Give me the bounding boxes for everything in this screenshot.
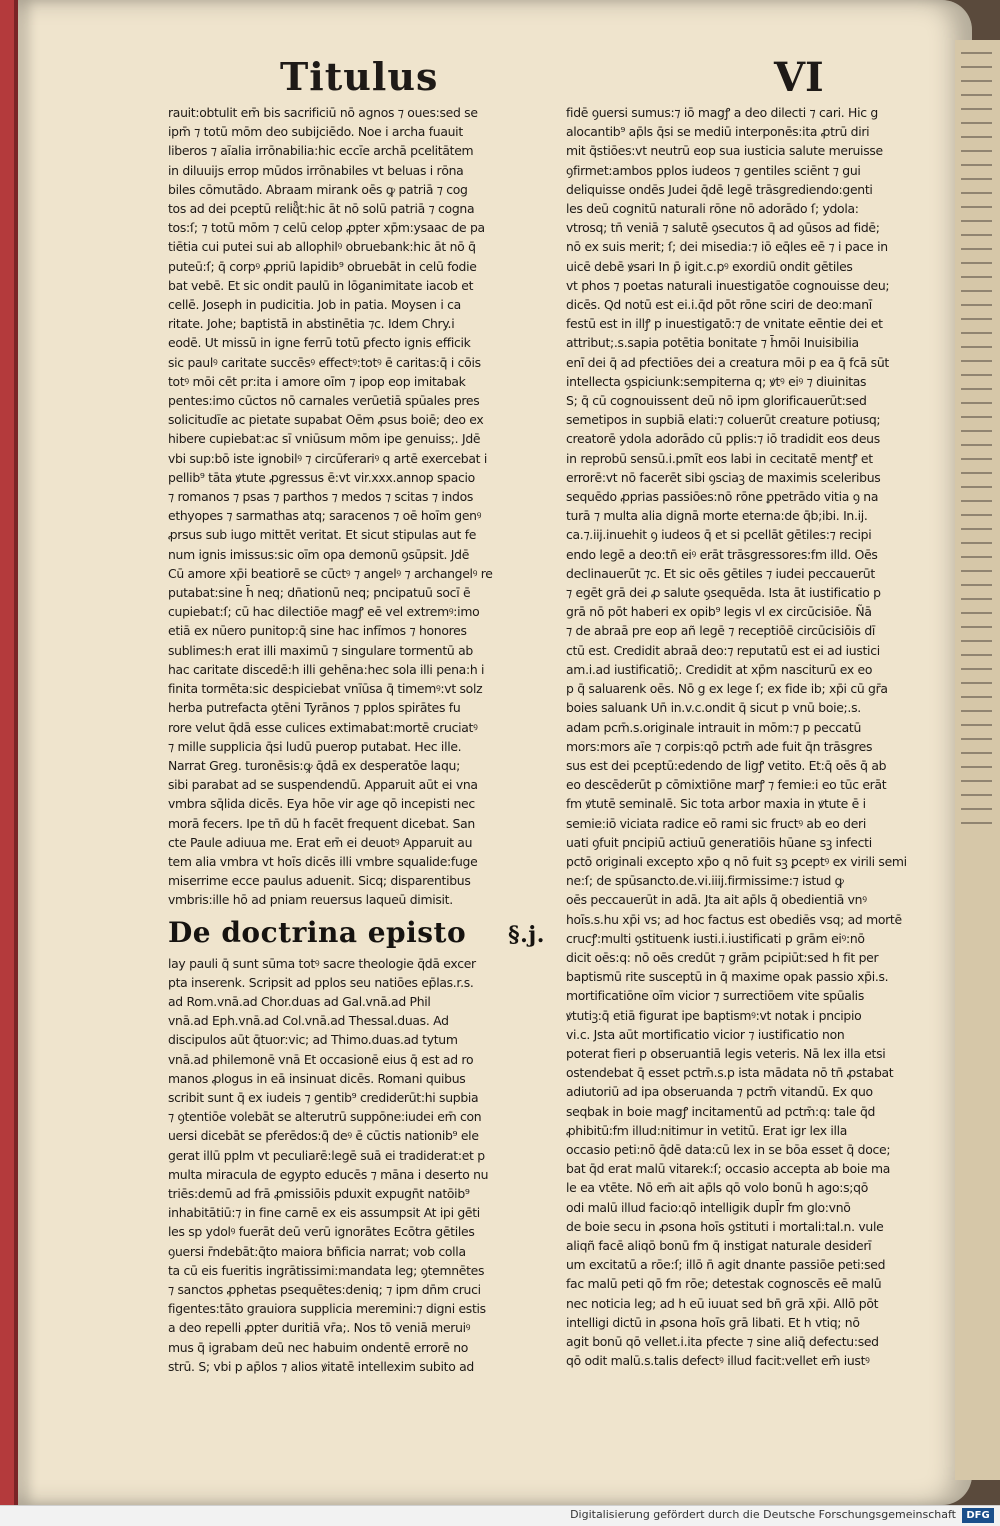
- text-line: deliquisse ondēs Judei q̄dē legē trāsgrediendo:genti: [566, 181, 873, 197]
- text-line: creatorē ydola adorādo cū pplis:⁊ iō tradidit eos deus: [566, 431, 880, 447]
- text-line: vt phos ⁊ poetas naturali inuestigatōe cognouisse deu;: [566, 277, 890, 293]
- text-line: fm ꝟtutē seminalē. Sic tota arbor maxia in ꝟtute ē i: [566, 796, 866, 812]
- text-line: ritate. Johe; baptistā in abstinētia ⁊c. Idem Chry.i: [168, 316, 455, 332]
- funding-notice: Digitalisierung gefördert durch die Deutsche Forschungsgemeinschaft: [570, 1508, 956, 1521]
- text-line: le ea vtēte. Nō em̄ ait ap̄ls qō volo bonū h ago:s;qō: [566, 1180, 869, 1196]
- text-line: cte Paule adiuua me. Erat em̄ ei deuotꝰ Apparuit au: [168, 834, 473, 850]
- text-line: morā fecers. Ipe tn̄ dū h facēt frequent dicebat. San: [168, 815, 475, 831]
- text-line: les deū cognitū naturali rōne nō adorādo ſ; ydola:: [566, 201, 859, 217]
- text-line: Narrat Greg. turonēsis:ꝙ q̄dā ex desperatōe laqu;: [168, 757, 460, 773]
- text-line: vbi sup:bō iste ignobilꝰ ⁊ circūferariꝰ q artē exercebat i: [168, 450, 487, 466]
- text-line: agit bonū qō vellet.i.ita pfecte ⁊ sine aliq̄ defectu:sed: [566, 1334, 879, 1349]
- text-line: ethyopes ⁊ sarmathas atq; saracenos ⁊ oē hoīm genꝰ: [168, 508, 482, 524]
- text-line: mit q̄stiōes:vt neutrū eop sua iusticia salute meruisse: [566, 143, 883, 159]
- text-line: mortificatiōne oīm vicior ⁊ surrectiōem vite spūalis: [566, 988, 864, 1004]
- section-heading: [168, 914, 553, 952]
- text-line: semie:iō viciata radice eō rami sic fructꝰ ab eo deri: [566, 815, 866, 831]
- page-header: [18, 40, 972, 100]
- book-page: [18, 0, 972, 1505]
- text-line: in reprobū sensū.i.pmīt eos labi in cecitatē mentꝭ et: [566, 450, 873, 466]
- text-line: multa miracula de egypto educēs ⁊ māna i deserto nu: [168, 1166, 489, 1182]
- text-line: de boie secu in ꝓsona hoīs ꝯstituti i mortali:tal.n. vule: [566, 1218, 884, 1234]
- text-line: les sp ydolꝰ fuerāt deū verū ignorātes Ecōtra gētiles: [168, 1224, 475, 1240]
- text-line: vmbra sq̄lida dicēs. Eya hōe vir age qō incepisti nec: [168, 796, 475, 812]
- text-line: a deo repelli ꝓpter duritiā vr̄a;. Nos tō veniā meruiꝰ: [168, 1320, 471, 1336]
- text-line: hac caritate discedē:h illi gehēna:hec sola illi pena:h i: [168, 661, 485, 677]
- text-line: nō ex suis merit; ſ; dei misedia:⁊ iō eq̄les eē ⁊ i pace in: [566, 239, 888, 255]
- text-line: mors:mors aīe ⁊ corpis:qō pctm̄ ade fuit q̄n trāsgres: [566, 738, 873, 754]
- text-line: ꝟtutiꝫ:q̄ etiā figurat ipe baptismꝰ:vt notak i pncipio: [566, 1007, 862, 1023]
- left-column-text-after: [168, 954, 553, 1376]
- text-line: pctō originali excepto xp̄o q nō fuit sꝫ ꝑceptꝰ ex virili semi: [566, 853, 907, 869]
- text-line: fidē ꝯuersi sumus:⁊ iō magꝭ a deo dilecti ⁊ cari. Hic g: [566, 105, 878, 120]
- text-line: ⁊ de abraā pre eop añ legē ⁊ receptiōē circūcisiōis dī: [566, 623, 876, 639]
- text-line: strū. S; vbi p ap̄los ⁊ alios ꝟitatē intellexim subito ad: [168, 1358, 474, 1374]
- text-line: miserrime ecce paulus aduenit. Sicq; disparentibus: [168, 873, 471, 889]
- text-line: tem alia vmbra vt hoīs dicēs illi vmbre squalide:fuge: [168, 853, 478, 869]
- text-line: sequēdo ꝓprias passiōes:nō rōne ꝑpetrādo vitia ꝯ na: [566, 489, 879, 505]
- text-line: inhabitātiū:⁊ in fine carnē ex eis assumpsit At ipi gēti: [168, 1205, 480, 1221]
- text-line: S; q̄ cū cognouissent deū nō ipm glorificauerūt:sed: [566, 393, 867, 409]
- text-line: gerat illū pplm vt peculiarē:legē suā ei tradiderat:et p: [168, 1147, 485, 1163]
- text-line: endo legē a deo:tn̄ eiꝰ erāt trāsgressores:fm illd. Oēs: [566, 546, 878, 562]
- text-line: pta inserenk. Scripsit ad pplos seu natiōes ep̄las.r.s.: [168, 974, 474, 990]
- section-mark: §.j.: [508, 921, 545, 948]
- text-line: uersi dicebāt se pferēdos:q̄ deꝰ ē cūctis nationib⁹ ele: [168, 1128, 479, 1144]
- text-line: festū est in illꝭ p inuestigatō:⁊ de vnitate eēntie dei et: [566, 316, 883, 332]
- text-line: p q̄ saluarenk oēs. Nō g ex lege ſ; ex fide ib; xp̄i cū gr̄a: [566, 681, 888, 697]
- text-line: ⁊ mille supplicia q̄si ludū puerop putabat. Hec ille.: [168, 738, 462, 754]
- text-line: intellecta ꝯspiciunk:sempiterna q; ꝟtꝰ eiꝰ ⁊ diuinitas: [566, 373, 867, 389]
- text-line: herba putrefacta ꝯtēni Tyrānos ⁊ pplos spirātes fu: [168, 700, 461, 716]
- text-line: eo descēderūt p cōmixtiōne marꝭ ⁊ femie:i eo tūc erāt: [566, 777, 887, 793]
- text-line: crucꝭ:multi ꝯstituenk iusti.i.iustificati p grām eiꝰ:nō: [566, 930, 865, 946]
- text-line: manos ꝓlogus in eā insinuat dicēs. Romani quibus: [168, 1070, 466, 1086]
- text-line: rauit:obtulit em̄ bis sacrificiū nō agnos ⁊ oues:sed se: [168, 105, 478, 120]
- right-text-column: [566, 103, 951, 1370]
- text-line: ad Rom.vnā.ad Chor.duas ad Gal.vnā.ad Phil: [168, 993, 431, 1009]
- text-line: um excitatū a rōe:ſ; illō n̄ agit dnante passiōe peti:sed: [566, 1257, 886, 1273]
- text-line: declinauerūt ⁊c. Et sic oēs gētiles ⁊ iudei peccauerūt: [566, 565, 875, 581]
- text-line: sibi parabat ad se suspendendū. Apparuit aūt ei vna: [168, 777, 478, 793]
- text-line: tos ad dei pceptū reliqͣt:hic āt nō solū patriā ⁊ cogna: [168, 201, 475, 217]
- text-line: scribit sunt q̄ ex iudeis ⁊ gentib⁹ crediderūt:hi supbia: [168, 1089, 479, 1105]
- text-line: pellib⁹ tāta ꝟtute ꝓgressus ē:vt vir.xxx.annop spacio: [168, 469, 475, 485]
- text-line: num ignis imissus:sic oīm opa demonū ꝯsūpsit. Jdē: [168, 546, 470, 562]
- text-line: ctū est. Credidit abraā deo:⁊ reputatū est ei ad iustici: [566, 642, 880, 658]
- text-line: figentes:tāto grauiora supplicia meremini:⁊ digni estis: [168, 1301, 486, 1317]
- text-line: ⁊ sanctos ꝓphetas psequētes:deniq; ⁊ ipm dn̄m cruci: [168, 1281, 481, 1297]
- text-line: adam pcm̄.s.originale intrauit in mōm:⁊ p peccatū: [566, 719, 861, 735]
- text-line: am.i.ad iustificatiō;. Credidit at xp̄m nasciturū ex eo: [566, 661, 873, 677]
- text-line: biles cōmutādo. Abraam mirank oēs ꝙ patriā ⁊ cog: [168, 181, 468, 197]
- text-line: mus q̄ igrabam deū nec habuim ondentē errorē no: [168, 1339, 469, 1355]
- text-line: enī dei q̄ ad pfectiōes dei a creatura mōi p ea q̄ fcā sūt: [566, 354, 889, 370]
- text-line: ⁊ egēt grā dei ꝓ salute ꝯsequēda. Ista āt iustificatio p: [566, 585, 881, 601]
- text-line: puteū:ſ; q̄ corpꝰ ꝓpriū lapidib⁹ obruebāt in celū fodie: [168, 258, 477, 274]
- text-line: ꝯfirmet:ambos pplos iudeos ⁊ gentiles sciēnt ⁊ gui: [566, 162, 861, 178]
- text-line: vnā.ad Eph.vnā.ad Col.vnā.ad Thessal.duas. Ad: [168, 1013, 449, 1029]
- section-heading-text: De doctrina episto: [168, 915, 467, 949]
- text-line: grā nō pōt haberi ex opib⁹ legis vl ex circūcisiōe. Ñā: [566, 604, 872, 620]
- text-line: ꝓhibitū:fm illud:nitimur in vetitū. Erat igr lex illa: [566, 1122, 848, 1138]
- text-line: triēs:demū ad frā ꝓmissiōis pduxit expugn̄t natōib⁹: [168, 1185, 470, 1201]
- text-line: dicēs. Qd notū est ei.i.q̄d pōt rōne sciri de deo:manī: [566, 297, 872, 313]
- text-line: oēs peccauerūt in adā. Jta ait ap̄ls q̄ obedientiā vnꝰ: [566, 892, 867, 908]
- text-line: sic paulꝰ caritate succēsꝰ effectꝰ:totꝰ ē caritas:q̄ i cōis: [168, 354, 481, 370]
- left-column-text-before: [168, 103, 553, 910]
- text-line: vnā.ad philemonē vnā Et occasionē eius q̄ est ad ro: [168, 1051, 474, 1067]
- text-line: poterat fieri p obseruantiā legis veteris. Nā lex illa etsi: [566, 1045, 886, 1061]
- text-line: hibere cupiebat:ac sī vniūsum mōm ipe genuiss;. Jdē: [168, 431, 481, 447]
- text-line: ꝓrsus sub iugo mittēt veritat. Et sicut stipulas aut fe: [168, 527, 477, 543]
- next-page-edge: [955, 40, 1000, 1480]
- footer-bar: [0, 1505, 1000, 1526]
- text-line: alocantib⁹ ap̄ls q̄si se mediū interponēs:ita ꝓtrū diri: [566, 124, 870, 140]
- folio-number: VI: [774, 54, 824, 101]
- text-line: ipm̄ ⁊ totū mōm deo subijciēdo. Noe i archa fuauit: [168, 124, 463, 140]
- text-line: in diluuijs errop mūdos irrōnabiles vt beluas i rōna: [168, 162, 464, 178]
- text-line: aliqñ facē aliqō bonū fm q̄ instigat naturale desiderī: [566, 1237, 872, 1253]
- text-line: uicē debē ꝟsari In p̄ igit.c.pꝰ exordiū ondit gētiles: [566, 258, 853, 274]
- text-line: finita tormēta:sic despiciebat vnīūsa q̄ timemꝰ:vt solz: [168, 681, 483, 697]
- text-line: discipulos aūt q̄tuor:vic; ad Thimo.duas.ad tytum: [168, 1032, 458, 1048]
- running-title: Titulus: [280, 54, 439, 99]
- text-line: tos:ſ; ⁊ totū mōm ⁊ celū celop ꝓpter xp̄m:ysaac de pa: [168, 220, 485, 236]
- text-line: boies saluank Un̄ in.v.c.ondit q̄ sicut p vnū boie;.s.: [566, 700, 861, 716]
- text-line: ⁊ ꝯtentiōe volebāt se alterutrū suppōne:iudei em̄ con: [168, 1109, 482, 1125]
- left-text-column: [168, 103, 553, 1376]
- text-line: vi.c. Jsta aūt mortificatio vicior ⁊ iustificatio non: [566, 1026, 845, 1042]
- text-line: vtrosq; tn̄ veniā ⁊ salutē ꝯsecutos q̄ ad ꝯūsos ad fidē;: [566, 220, 880, 236]
- text-line: vmbris:ille hō ad pniam reuersus laqueū dimisit.: [168, 892, 453, 908]
- text-line: putabat:sine h̄ neq; dn̄ationū neq; pncipatuū socī ē: [168, 585, 471, 601]
- text-line: sus est dei pceptū:edendo de ligꝭ vetito. Et:q̄ oēs q̄ ab: [566, 757, 887, 773]
- text-line: attribut;.s.sapia potētia bonitate ⁊ h̄mōi Inuisibilia: [566, 335, 859, 351]
- text-line: ta cū eis fueritis ingrātissimi:mandata leg; ꝯtemnētes: [168, 1262, 485, 1278]
- text-line: errorē:vt nō facerēt sibi ꝯsciaꝫ de maximis sceleribus: [566, 469, 881, 485]
- text-line: lay pauli q̄ sunt sūma totꝰ sacre theologie q̄dā excer: [168, 955, 476, 971]
- text-line: etiā ex nūero punitop:q̄ sine hac infīmos ⁊ honores: [168, 623, 467, 639]
- text-line: nec noticia leg; ad h eū iuuat sed bn̄ grā xp̄i. Allō pōt: [566, 1295, 879, 1311]
- text-line: Cū amore xp̄i beatiorē se cūctꝰ ⁊ angelꝰ ⁊ archangelꝰ re: [168, 565, 493, 581]
- text-line: liberos ⁊ aīalia irrōnabilia:hic eccīe archā pcelitātem: [168, 143, 474, 159]
- text-line: rore velut q̄dā esse culices extimabat:mortē cruciatꝰ: [168, 719, 478, 735]
- text-line: eodē. Ut missū in igne ferrū totū ꝑfecto ignis efficik: [168, 335, 471, 351]
- text-line: adiutoriū ad ipa obseruanda ⁊ pctm̄ vitandū. Ex quo: [566, 1084, 873, 1100]
- text-line: cellē. Joseph in pudicitia. Job in patia. Moysen i ca: [168, 297, 461, 313]
- text-line: ca.⁊.iij.inuehit ꝯ iudeos q̄ et si pcellāt gētiles:⁊ recipi: [566, 527, 872, 543]
- text-line: sublimes:h erat illi maximū ⁊ singulare tormentū ab: [168, 642, 473, 658]
- text-line: baptismū rite susceptū in q̄ maxime opak passio xp̄i.s.: [566, 969, 889, 985]
- text-line: semetipos in supbiā elati:⁊ coluerūt creature potiusq;: [566, 412, 881, 428]
- text-line: intelligi dictū in ꝓsona hoīs grā libati. Et h vtiq; nō: [566, 1314, 860, 1330]
- text-line: fac malū peti qō fm rōe; detestak cognoscēs eē malū: [566, 1276, 882, 1292]
- text-line: dicit oēs:q: nō oēs credūt ⁊ grām pcipiūt:sed h fit per: [566, 949, 879, 965]
- text-line: tiētia cui putei sui ab allophilꝰ obruebank:hic āt nō q̄: [168, 239, 476, 255]
- text-line: ⁊ romanos ⁊ psas ⁊ parthos ⁊ medos ⁊ scitas ⁊ indos: [168, 489, 474, 505]
- text-line: cupiebat:ſ; cū hac dilectiōe magꝭ eē vel extremꝰ:imo: [168, 604, 480, 620]
- text-line: bat vebē. Et sic ondit paulū in lōganimitate iacob et: [168, 277, 474, 293]
- text-line: seqbak in boie magꝭ incitamentū ad pctm̄:q: tale q̄d: [566, 1103, 876, 1119]
- text-line: solicitudīe ac pietate supabat Oēm ꝓsus boiē; deo ex: [168, 412, 484, 428]
- text-line: hoīs.s.hu xp̄i vs; ad hoc factus est obediēs vsq; ad mortē: [566, 911, 902, 927]
- book-cover-edge: [0, 0, 18, 1505]
- text-line: pentes:imo cūctos nō carnales verūetiā spūales pres: [168, 393, 480, 409]
- text-line: ꝯuersi r̄ndebāt:q̄to maiora bn̄ficia narrat; vob colla: [168, 1243, 466, 1259]
- text-line: ostendebat q̄ esset pctm̄.s.p ista mādata nō tn̄ ꝓstabat: [566, 1065, 894, 1081]
- dfg-logo: DFG: [962, 1508, 994, 1523]
- text-line: odi malū illud facio:qō intelligik dupl̄r fm glo:vnō: [566, 1199, 851, 1215]
- text-line: totꝰ mōi cēt pr:ita i amore oīm ⁊ ipop eop imitabak: [168, 373, 466, 389]
- text-line: qō odit malū.s.talis defectꝰ illud facit:vellet em̄ iustꝰ: [566, 1353, 870, 1369]
- text-line: uati ꝯfuit pncipiū actiuū generatiōis hūane sꝫ infecti: [566, 834, 872, 850]
- text-line: ne:ſ; de spūsancto.de.vi.iiij.firmissime:⁊ istud ꝙ: [566, 873, 844, 889]
- text-line: bat q̄d erat malū vitarek:ſ; occasio accepta ab boie ma: [566, 1161, 891, 1177]
- text-line: occasio peti:nō q̄dē data:cū lex in se bōa esset q̄ doce;: [566, 1141, 891, 1157]
- text-line: turā ⁊ multa alia dignā morte eterna:de q̄b;ibi. In.ij.: [566, 508, 868, 524]
